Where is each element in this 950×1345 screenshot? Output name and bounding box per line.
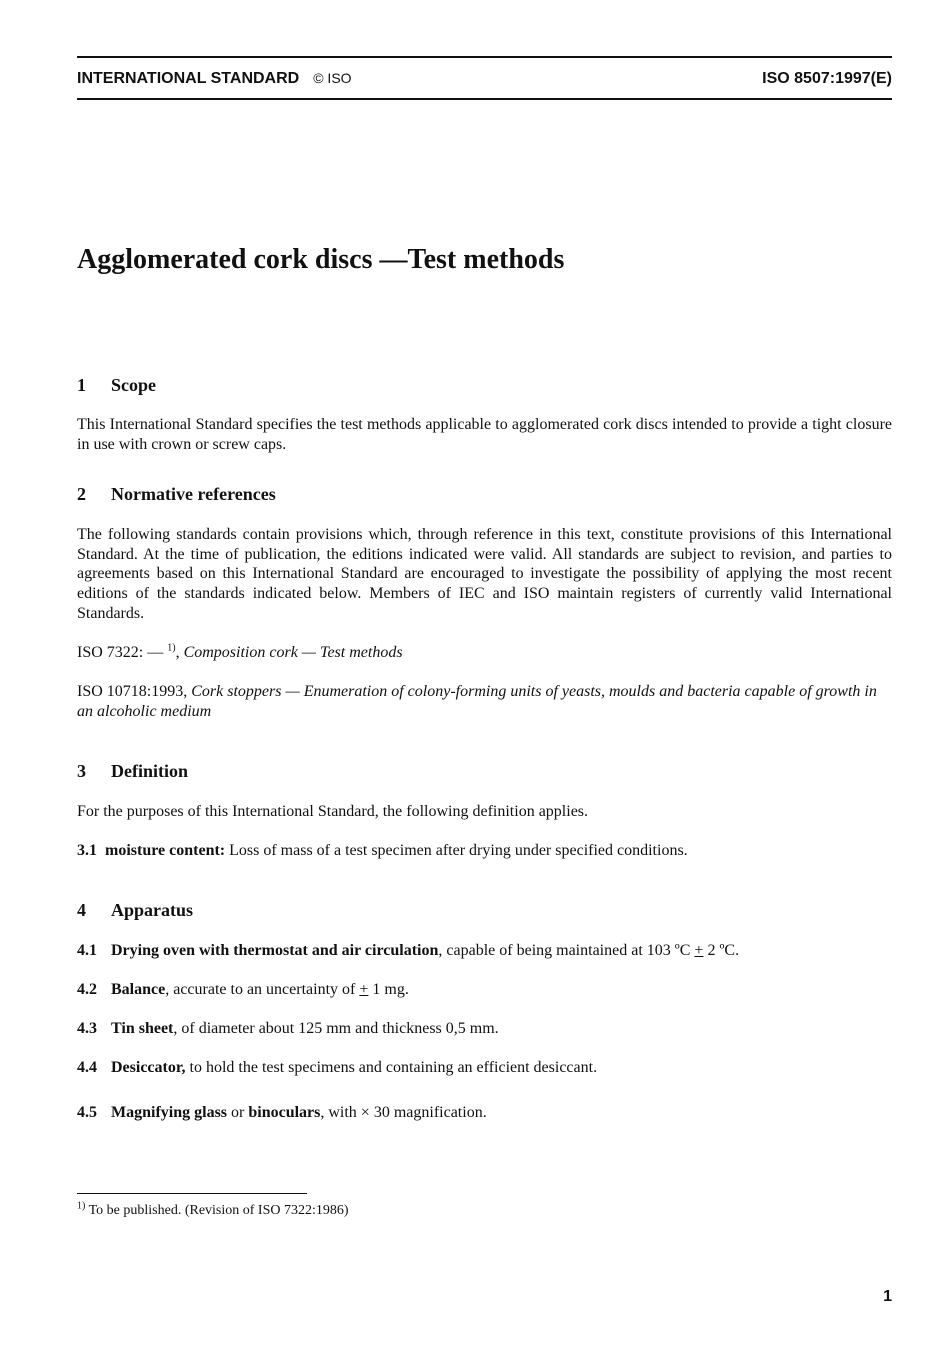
- item-term: moisture content:: [105, 842, 226, 859]
- plus-minus-sign: +: [359, 981, 369, 998]
- reference-title: Cork stoppers — Enumeration of colony-forming units of yeasts, moulds and bacteria capable of growth in an alcoholic medium: [77, 683, 877, 720]
- apparatus-item-4-4: [77, 1058, 892, 1078]
- section-title: Definition: [111, 761, 189, 781]
- section-definition-heading: [77, 761, 188, 782]
- item-number: 4.2: [77, 981, 97, 998]
- reference-code: ISO 7322: —: [77, 644, 164, 661]
- footnote-text: To be published. (Revision of ISO 7322:1986): [88, 1203, 349, 1218]
- header-left: [77, 70, 352, 88]
- item-term: Drying oven with thermostat and air circulation: [111, 942, 439, 959]
- item-text: Loss of mass of a test specimen after drying under specified conditions.: [229, 842, 688, 859]
- section-scope-heading: [77, 375, 156, 396]
- item-text: to hold the test specimens and containing an efficient desiccant.: [185, 1059, 598, 1076]
- item-text: , with × 30 magnification.: [320, 1104, 487, 1121]
- item-number: 4.4: [77, 1059, 97, 1076]
- reference-code: ISO 10718:1993,: [77, 683, 188, 700]
- page-header: [77, 70, 892, 92]
- document-title: Agglomerated cork discs —Test methods: [77, 244, 565, 275]
- item-number: 3.1: [77, 842, 97, 859]
- header-bottom-rule: [77, 98, 892, 100]
- item-term: Desiccator,: [111, 1059, 186, 1076]
- item-term: Balance: [111, 981, 166, 998]
- section-number: 4: [77, 900, 86, 920]
- definition-item-3-1: [77, 841, 892, 861]
- item-number: 4.1: [77, 942, 97, 959]
- section-number: 1: [77, 375, 86, 395]
- header-standard-label: INTERNATIONAL STANDARD: [77, 70, 300, 87]
- header-copyright: © ISO: [313, 70, 352, 86]
- apparatus-item-4-2: [77, 980, 892, 1000]
- footnote-marker: 1): [77, 1200, 86, 1212]
- normative-paragraph: The following standards contain provisions which, through reference in this text, constitute provisions of this International Standard. At the time of publication, the editions indicated were valid. All standards are subject to revision, and parties to agreements based on this International Standard are encouraged to investigate the possibility of applying the most recent editions of the standards indicated below. Members of IEC and ISO maintain registers of currently valid International Standards.: [77, 526, 892, 622]
- section-number: 3: [77, 761, 86, 781]
- apparatus-item-4-3: [77, 1019, 892, 1039]
- scope-paragraph: This International Standard specifies the test methods applicable to agglomerated cork discs intended to provide a tight closure in use with crown or screw caps.: [77, 416, 892, 453]
- section-apparatus-heading: [77, 900, 193, 921]
- reference-iso-7322: ISO 7322: — $^{1)}$, Composition cork — Test methods: [77, 642, 403, 661]
- item-text: , capable of being maintained at 103 ºC: [438, 942, 695, 959]
- footnote: [77, 1200, 349, 1219]
- plus-minus-sign: +: [694, 942, 704, 959]
- section-title: Apparatus: [111, 900, 194, 920]
- item-number: 4.3: [77, 1020, 97, 1037]
- section-title: Normative references: [111, 484, 276, 504]
- apparatus-item-4-1: [77, 941, 892, 961]
- item-term: Tin sheet: [111, 1020, 174, 1037]
- item-connector: or: [227, 1104, 249, 1121]
- reference-iso-10718: [77, 682, 892, 721]
- section-normative-heading: [77, 484, 276, 505]
- item-term-secondary: binoculars: [248, 1104, 321, 1121]
- item-text: , accurate to an uncertainty of: [165, 981, 360, 998]
- item-term: Magnifying glass: [111, 1104, 228, 1121]
- footnote-rule: [77, 1193, 307, 1194]
- section-title: Scope: [111, 375, 156, 395]
- item-text-tail: 2 ºC.: [703, 942, 740, 959]
- reference-title: Composition cork — Test methods: [183, 644, 403, 661]
- item-number: 4.5: [77, 1104, 97, 1121]
- header-doc-number: ISO 8507:1997(E): [762, 70, 892, 87]
- page-number: 1: [883, 1288, 892, 1305]
- apparatus-item-4-5: [77, 1103, 892, 1123]
- header-top-rule: [77, 56, 892, 58]
- section-number: 2: [77, 484, 86, 504]
- footnote-marker: 1): [167, 642, 176, 654]
- item-text-tail: 1 mg.: [368, 981, 409, 998]
- item-text: , of diameter about 125 mm and thickness 0,5 mm.: [173, 1020, 499, 1037]
- definition-paragraph: For the purposes of this International Standard, the following definition applies.: [77, 803, 589, 820]
